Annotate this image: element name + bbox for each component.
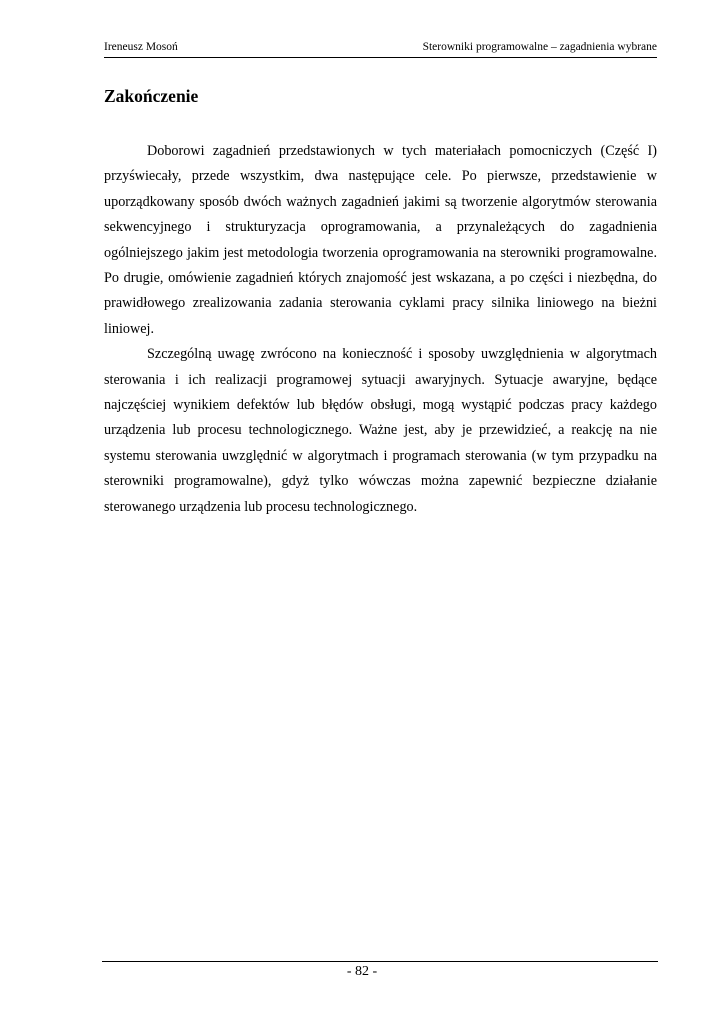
header-author: Ireneusz Mosoń: [104, 41, 178, 53]
section-title: Zakończenie: [104, 86, 199, 106]
paragraph-1: Doborowi zagadnień przedstawionych w tych materiałach pomocniczych (Część I) przyświecały, przede wszystkim, dwa następujące cele. Po pierwsze, przedstawienie w uporządkowany sposób dwóch ważnych zagadnień jakimi są tworzenie algorytmów sterowania sekwencyjnego i strukturyzacja oprogramowania, a przynależących do zagadnienia ogólniejszego jakim jest metodologia tworzenia oprogramowania na sterowniki programowalne. Po drugie, omówienie zagadnień których znajomość jest wskazana, a po części i niezbędna, do prawidłowego zrealizowania zadania sterowania cyklami pracy silnika liniowego na bieżni liniowej.: [104, 143, 657, 337]
header-book-title: Sterowniki programowalne – zagadnienia wybrane: [422, 41, 657, 53]
footer-divider: [102, 961, 658, 962]
page-header: [104, 40, 657, 58]
page-number: - 82 -: [346, 964, 378, 979]
paragraph-2: Szczególną uwagę zwrócono na konieczność i sposoby uwzględnienia w algorytmach sterowania i ich realizacji programowej sytuacji awaryjnych. Sytuacje awaryjne, będące najczęściej wynikiem defektów lub błędów obsługi, mogą wystąpić podczas pracy każdego urządzenia lub procesu technologicznego. Ważne jest, aby je przewidzieć, a reakcję na nie systemu sterowania uwzględnić w algorytmach i programach sterowania (w tym przypadku na sterowniki programowalne), gdyż tylko wówczas można zapewnić bezpieczne działanie sterowanego urządzenia lub procesu technologicznego.: [104, 346, 657, 515]
body-text: [104, 139, 657, 520]
